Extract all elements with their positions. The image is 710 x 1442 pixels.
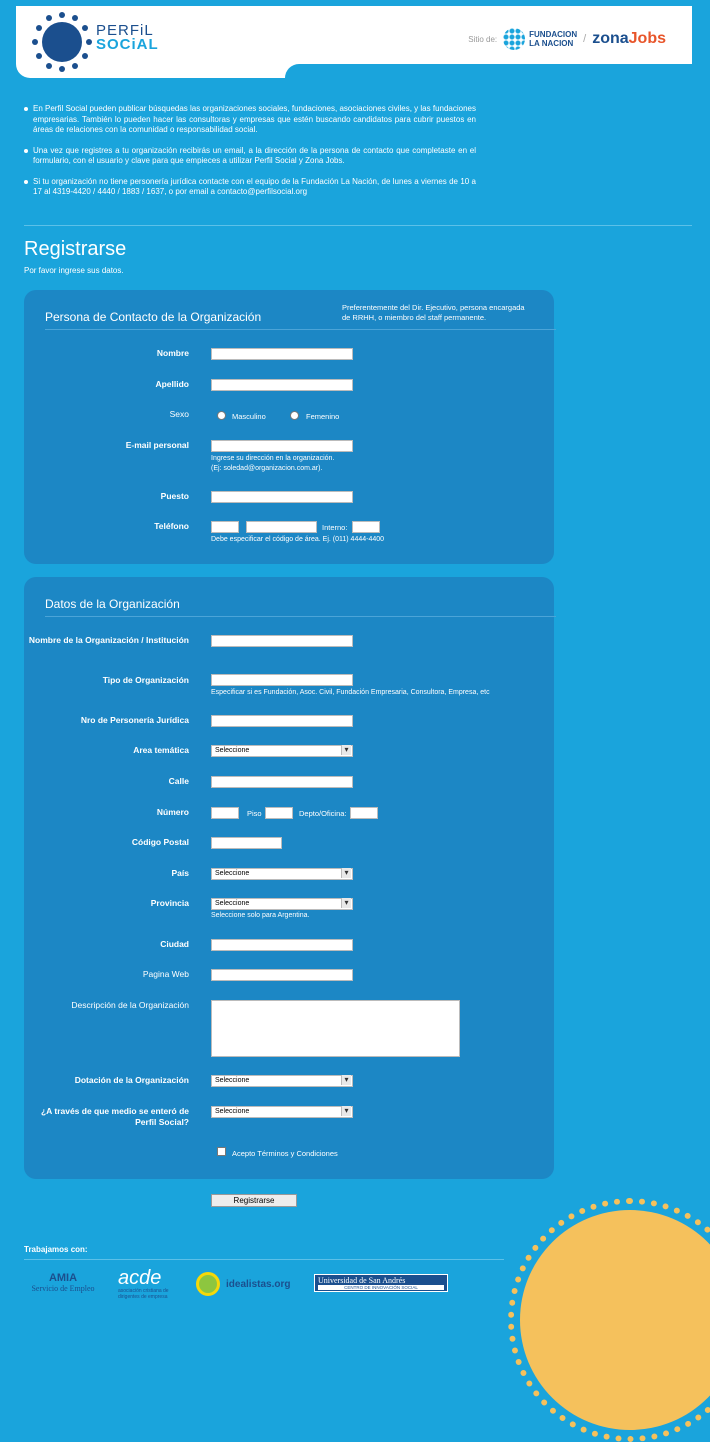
intro-paragraph-1: En Perfil Social pueden publicar búsquedas las organizaciones sociales, fundaciones, asociaciones civiles, y las fundaciones empresarias. También lo pueden hacer las consultoras y empresas que estén buscando candidatos para cubrir puestos en áreas de relaciones con la comunidad o responsabilidad social. xyxy=(24,104,476,136)
telefono-label: Teléfono xyxy=(154,521,189,531)
idealistas-icon xyxy=(196,1272,220,1296)
email-label: E-mail personal xyxy=(125,440,189,450)
interno-label: Interno: xyxy=(322,523,348,532)
apellido-input[interactable] xyxy=(211,379,353,391)
fundacion-la-nacion-logo[interactable] xyxy=(503,28,577,50)
contact-panel xyxy=(24,290,554,564)
panel-divider xyxy=(45,329,556,330)
provincia-hint: Seleccione solo para Argentina. xyxy=(211,912,310,919)
intro-paragraph-3: Si tu organización no tiene personería jurídica contacte con el equipo de la Fundación La Nación, de lunes a viernes de 10 a 17 al 4319-4420 / 4440 / 1883 / 1637, o por email a contacto@perfilsocial.org xyxy=(24,177,476,198)
descripcion-textarea[interactable] xyxy=(211,1000,460,1057)
femenino-radio[interactable] xyxy=(290,411,299,420)
puesto-input[interactable] xyxy=(211,491,353,503)
provincia-label: Provincia xyxy=(150,898,189,908)
page-subtitle: Por favor ingrese sus datos. xyxy=(24,266,124,275)
depto-input[interactable] xyxy=(350,807,378,819)
cp-input[interactable] xyxy=(211,837,282,849)
web-input[interactable] xyxy=(211,969,353,981)
tipo-hint: Especificar si es Fundación, Asoc. Civil, Fundación Empresaria, Consultora, Empresa, etc xyxy=(211,689,490,696)
calle-label: Calle xyxy=(168,776,189,786)
logo-separator: / xyxy=(583,33,587,45)
puesto-label: Puesto xyxy=(160,491,189,501)
org-nombre-input[interactable] xyxy=(211,635,353,647)
partner-logos xyxy=(468,28,666,50)
intro-text xyxy=(24,104,476,208)
register-button[interactable]: Registrarse xyxy=(211,1194,297,1207)
area-select[interactable]: Seleccione ▾ xyxy=(211,745,353,757)
area-code-input[interactable] xyxy=(211,521,239,533)
amia-title: AMIA xyxy=(48,1272,78,1284)
sexo-label: Sexo xyxy=(169,409,189,419)
perfil-social-logo[interactable] xyxy=(30,10,94,74)
email-hint-2: (Ej: soledad@organizacion.com.ar). xyxy=(211,465,323,472)
fundacion-line2: LA NACION xyxy=(529,39,574,48)
footer-divider xyxy=(24,1259,504,1260)
acde-title: acde xyxy=(118,1267,162,1289)
medio-select[interactable]: Seleccione ▾ xyxy=(211,1106,353,1118)
acde-subtitle: asociación cristiana de dirigentes de empresa xyxy=(118,1288,169,1300)
jobs-text: Jobs xyxy=(628,30,666,47)
masculino-radio[interactable] xyxy=(217,411,226,420)
panel-divider xyxy=(45,616,556,617)
cp-label: Código Postal xyxy=(131,837,189,847)
udesa-title: Universidad de San Andrés xyxy=(318,1276,406,1285)
ciudad-input[interactable] xyxy=(211,939,353,951)
brand-name xyxy=(96,24,159,52)
piso-label: Piso xyxy=(247,809,262,818)
tipo-input[interactable] xyxy=(211,674,353,686)
udesa-subtitle: CENTRO DE INNOVACIÓN SOCIAL xyxy=(318,1285,444,1290)
contact-panel-title: Persona de Contacto de la Organización xyxy=(45,310,262,324)
sun-people-ring xyxy=(508,1198,710,1442)
email-input[interactable] xyxy=(211,440,353,452)
piso-input[interactable] xyxy=(265,807,293,819)
terms-checkbox[interactable] xyxy=(217,1147,226,1156)
depto-label: Depto/Oficina: xyxy=(299,809,347,818)
fundacion-dots-icon xyxy=(503,28,525,50)
amia-subtitle: Servicio de Empleo xyxy=(31,1284,95,1293)
dotacion-select[interactable]: Seleccione ▾ xyxy=(211,1075,353,1087)
organization-panel xyxy=(24,577,554,1179)
org-nombre-label: Nombre de la Organización / Institución xyxy=(28,635,189,645)
page-title: Registrarse xyxy=(24,238,127,260)
ciudad-label: Ciudad xyxy=(160,939,189,949)
udesa-logo[interactable] xyxy=(314,1274,448,1292)
nombre-label: Nombre xyxy=(156,348,189,358)
organization-panel-title: Datos de la Organización xyxy=(45,597,180,611)
fundacion-line1: FUNDACION xyxy=(529,30,578,39)
terms-label: Acepto Términos y Condiciones xyxy=(232,1149,338,1158)
amia-logo[interactable] xyxy=(28,1272,98,1293)
pais-label: País xyxy=(171,868,189,878)
personeria-input[interactable] xyxy=(211,715,353,727)
pais-select[interactable]: Seleccione ▾ xyxy=(211,868,353,880)
zonajobs-logo[interactable] xyxy=(592,30,666,48)
area-label: Area temática xyxy=(133,745,189,755)
web-label: Pagina Web xyxy=(142,969,189,979)
interno-input[interactable] xyxy=(352,521,380,533)
brand-line2: SOCiAL xyxy=(96,36,159,53)
divider xyxy=(24,225,692,226)
idealistas-text: idealistas.org xyxy=(226,1278,291,1290)
idealistas-logo[interactable] xyxy=(196,1272,290,1296)
telefono-hint: Debe especificar el código de área. Ej. (011) 4444-4400 xyxy=(211,536,385,543)
numero-label: Número xyxy=(156,807,189,817)
personeria-label: Nro de Personería Jurídica xyxy=(80,715,189,725)
brand-line1: PERFiL xyxy=(96,22,154,39)
calle-input[interactable] xyxy=(211,776,353,788)
descripcion-label: Descripción de la Organización xyxy=(71,1000,189,1010)
acde-logo[interactable] xyxy=(118,1268,178,1300)
header-notch xyxy=(285,64,692,78)
femenino-label: Femenino xyxy=(306,412,340,421)
contact-panel-note: Preferentemente del Dir. Ejecutivo, persona encargada de RRHH, o miembro del staff permanente. xyxy=(342,303,525,322)
apellido-label: Apellido xyxy=(155,379,189,389)
tipo-label: Tipo de Organización xyxy=(102,675,189,685)
medio-label: ¿A través de que medio se enteró de Perfil Social? xyxy=(40,1106,189,1127)
site-of-label: Sitio de: xyxy=(468,34,498,44)
numero-input[interactable] xyxy=(211,807,239,819)
masculino-label: Masculino xyxy=(232,412,266,421)
dotacion-label: Dotación de la Organización xyxy=(74,1075,189,1085)
zona-text: zona xyxy=(592,30,629,47)
email-hint-1: Ingrese su dirección en la organización. xyxy=(211,455,335,462)
provincia-select[interactable]: Seleccione ▾ xyxy=(211,898,353,910)
trabajamos-label: Trabajamos con: xyxy=(24,1245,88,1254)
telefono-input[interactable] xyxy=(246,521,317,533)
intro-paragraph-2: Una vez que registres a tu organización recibirás un email, a la dirección de la persona de contacto que completaste en el formulario, con el usuario y clave para que empieces a utilizar Perfil Social y Zona Jobs. xyxy=(24,146,476,167)
nombre-input[interactable] xyxy=(211,348,353,360)
